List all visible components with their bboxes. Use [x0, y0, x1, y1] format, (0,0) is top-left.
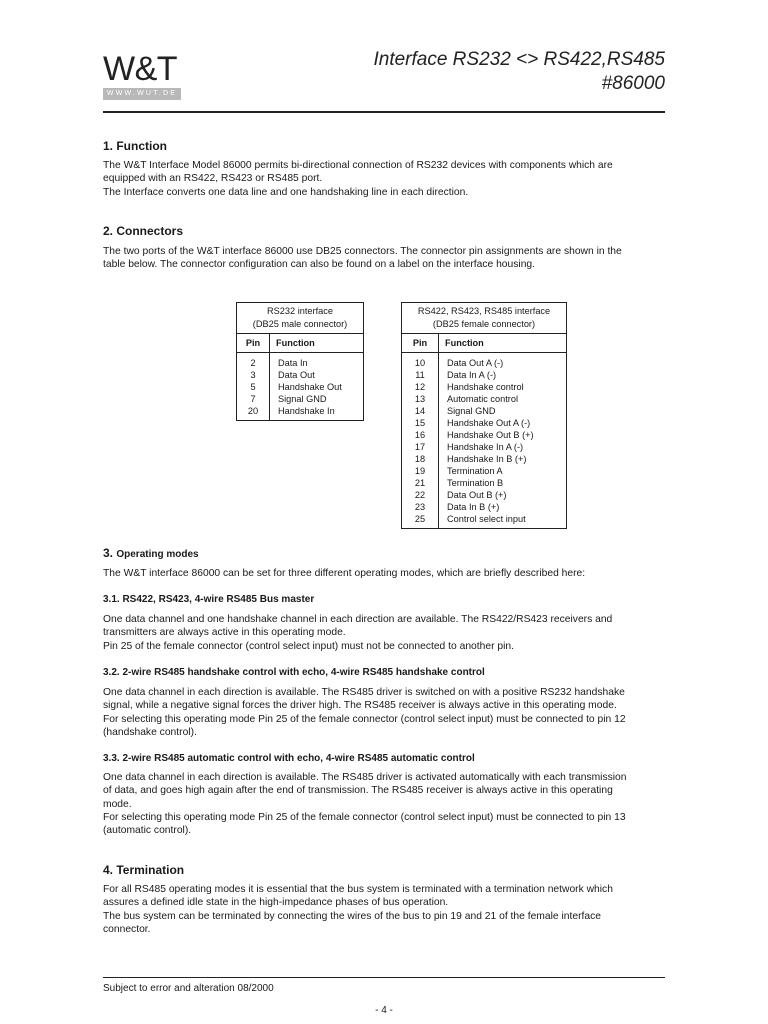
pin-number: 21 — [414, 478, 426, 488]
text-line: For selecting this operating mode Pin 25 of the female connector (control select input) must be connected to pin 12 — [103, 713, 626, 725]
rs232-col-function: Function — [270, 334, 364, 353]
text-line: (handshake control). — [103, 726, 197, 738]
rs422-pin-table — [401, 302, 567, 529]
text-line: of data, and goes high again after the end of transmission. The RS485 receiver is always active in this operating — [103, 785, 613, 797]
pin-function: Data In B (+) — [447, 502, 500, 512]
pin-function: Handshake In — [278, 406, 335, 416]
pin-function: Signal GND — [278, 394, 327, 404]
pin-number: 3 — [250, 370, 256, 380]
heading-function: 1. Function — [103, 139, 167, 153]
heading-number: 3. — [103, 546, 114, 560]
pin-function: Handshake Out A (-) — [447, 418, 531, 428]
header-rule — [103, 111, 665, 113]
page-number: - 4 - — [375, 1005, 393, 1016]
text-line: For all RS485 operating modes it is essential that the bus system is terminated with a termination network which — [103, 884, 613, 895]
pin-function: Data In A (-) — [447, 370, 497, 380]
pin-function: Automatic control — [447, 394, 518, 404]
pin-function: Termination B — [447, 478, 504, 488]
text-line: connector. — [103, 923, 151, 935]
text-line: assures a defined idle state in the high-impedance phases of bus operation. — [103, 897, 449, 909]
text-line: The W&T interface 86000 can be set for three different operating modes, which are briefly described here: — [103, 568, 586, 579]
pin-function: Handshake control — [447, 382, 524, 392]
text-line: The two ports of the W&T interface 86000 use DB25 connectors. The connector pin assignments are shown in the — [103, 246, 622, 257]
pin-number: 7 — [250, 394, 256, 404]
pin-function: Termination A — [447, 466, 503, 476]
heading-operating-modes — [103, 546, 199, 562]
rs422-function-column — [439, 353, 567, 529]
rs232-table-caption — [237, 303, 364, 334]
heading-mode-3-2: 3.2. 2-wire RS485 handshake control with echo, 4-wire RS485 handshake control — [103, 667, 485, 678]
pin-function: Data Out A (-) — [447, 358, 504, 368]
rs232-col-pin: Pin — [237, 334, 270, 353]
text-line: signal, while a negative signal forces the driver high. The RS485 receiver is always active in this operating mode. — [103, 700, 617, 712]
pin-function: Control select input — [447, 514, 526, 524]
pin-number: 2 — [250, 358, 256, 368]
text-line: One data channel in each direction is available. The RS485 driver is switched on with a positive RS232 handshake — [103, 687, 625, 698]
pin-number: 20 — [247, 406, 259, 416]
document-title-line-2: #86000 — [601, 73, 665, 94]
rs232-caption-line-2: (DB25 male connector) — [252, 319, 348, 329]
text-line: The bus system can be terminated by connecting the wires of the bus to pin 19 and 21 of the female interface — [103, 910, 601, 922]
logo-url-bar: WWW.WUT.DE — [103, 88, 181, 100]
rs422-table-caption — [402, 303, 567, 334]
text-line: (automatic control). — [103, 825, 192, 837]
pin-number: 17 — [414, 442, 426, 452]
paragraph-termination — [103, 883, 665, 936]
pin-function: Data Out B (+) — [447, 490, 507, 500]
heading-mode-3-3: 3.3. 2-wire RS485 automatic control with echo, 4-wire RS485 automatic control — [103, 753, 475, 764]
pin-number: 16 — [414, 430, 426, 440]
pin-number: 18 — [414, 454, 426, 464]
text-line: One data channel and one handshake channel in each direction are available. The RS422/RS423 receivers and — [103, 614, 613, 625]
pin-number: 5 — [250, 382, 256, 392]
pin-function: Handshake Out — [278, 382, 342, 392]
heading-termination: 4. Termination — [103, 863, 185, 877]
document-title — [373, 48, 665, 96]
rs422-caption-line-1: RS422, RS423, RS485 interface — [417, 306, 551, 316]
heading-text: Operating modes — [116, 549, 199, 560]
paragraph-mode-3-3 — [103, 771, 665, 837]
text-line: equipped with an RS422, RS423 or RS485 port. — [103, 173, 323, 185]
heading-mode-3-1: 3.1. RS422, RS423, 4-wire RS485 Bus master — [103, 594, 315, 605]
pin-number: 19 — [414, 466, 426, 476]
paragraph-function — [103, 159, 665, 199]
pin-number: 22 — [414, 490, 426, 500]
paragraph-operating-modes — [103, 567, 665, 580]
text-line: mode. — [103, 798, 132, 810]
text-line: table below. The connector configuration can also be found on a label on the interface housing. — [103, 259, 536, 271]
pin-function: Handshake In B (+) — [447, 454, 527, 464]
pin-number: 15 — [414, 418, 426, 428]
pin-function: Data Out — [278, 370, 315, 380]
heading-connectors: 2. Connectors — [103, 224, 184, 238]
pin-function: Data In — [278, 358, 308, 368]
rs422-col-function: Function — [439, 334, 567, 353]
paragraph-connectors — [103, 245, 665, 272]
pin-function: Signal GND — [447, 406, 496, 416]
pin-function: Handshake In A (-) — [447, 442, 524, 452]
document-title-line-1: Interface RS232 <> RS422,RS485 — [373, 49, 665, 70]
rs232-caption-line-1: RS232 interface — [267, 306, 333, 316]
pin-number: 12 — [414, 382, 426, 392]
rs422-caption-line-2: (DB25 female connector) — [432, 319, 536, 329]
text-line: The W&T Interface Model 86000 permits bi-directional connection of RS232 devices with components which are — [103, 160, 613, 171]
pin-number: 25 — [414, 514, 426, 524]
pin-number: 13 — [414, 394, 426, 404]
text-line: The Interface converts one data line and one handshaking line in each direction. — [103, 186, 469, 198]
paragraph-mode-3-1 — [103, 613, 665, 653]
pin-number: 23 — [414, 502, 426, 512]
paragraph-mode-3-2 — [103, 686, 665, 739]
pin-number: 11 — [415, 370, 425, 380]
footer-rule — [103, 977, 665, 978]
footer-note: Subject to error and alteration 08/2000 — [103, 983, 274, 994]
rs422-col-pin: Pin — [402, 334, 439, 353]
wt-logo: W&T — [103, 50, 178, 88]
text-line: One data channel in each direction is available. The RS485 driver is activated automatically with each transmission — [103, 772, 627, 783]
rs232-pin-column — [237, 353, 270, 421]
text-line: transmitters are always active in this operating mode. — [103, 627, 346, 639]
text-line: For selecting this operating mode Pin 25 of the female connector (control select input) must be connected to pin 13 — [103, 811, 626, 823]
pin-number: 14 — [414, 406, 426, 416]
text-line: Pin 25 of the female connector (control select input) must not be connected to another pin. — [103, 640, 514, 652]
rs232-pin-table — [236, 302, 364, 421]
pin-function: Handshake Out B (+) — [447, 430, 534, 440]
rs422-pin-column — [402, 353, 439, 529]
pin-number: 10 — [414, 358, 426, 368]
rs232-function-column — [270, 353, 364, 421]
